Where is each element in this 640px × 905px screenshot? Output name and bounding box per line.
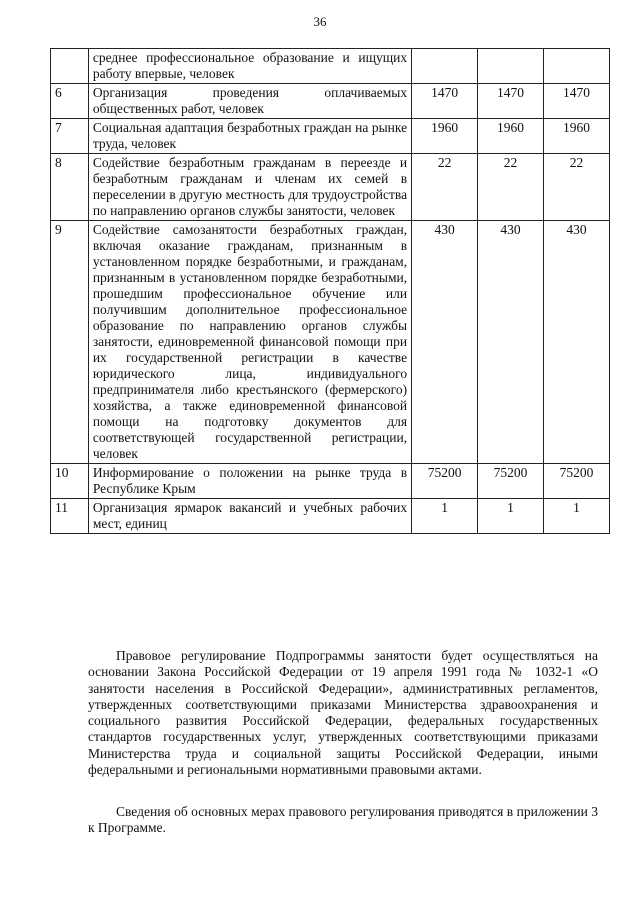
- table-row: [51, 221, 610, 464]
- row-value-1: 75200: [412, 464, 478, 499]
- row-value-1: 1960: [412, 119, 478, 154]
- measures-table: [50, 48, 610, 534]
- row-value-2: 1: [478, 499, 544, 534]
- row-number: 11: [51, 499, 89, 534]
- row-value-3: 22: [544, 154, 610, 221]
- row-value-2: 1470: [478, 84, 544, 119]
- row-description: Содействие самозанятости безработных граждан, включая оказание гражданам, признанным в установленном порядке безработными, и гражданам, признанным в установленном порядке безработными, прошедшим профессиональное обучение или получившим дополнительное профессиональное образование по направлению органов службы занятости, единовременной финансовой помощи при их государственной регистрации в качестве юридического лица, индивидуального предпринимателя либо крестьянского (фермерского) хозяйства, а также единовременной финансовой помощи на подготовку документов для соответствующей государственной регистрации, человек: [88, 221, 411, 464]
- row-value-1: [412, 49, 478, 84]
- row-value-1: 22: [412, 154, 478, 221]
- row-description: Организация ярмарок вакансий и учебных рабочих мест, единиц: [88, 499, 411, 534]
- table-row: [51, 49, 610, 84]
- row-value-3: 1470: [544, 84, 610, 119]
- row-value-1: 1: [412, 499, 478, 534]
- row-number: 8: [51, 154, 89, 221]
- row-description: Содействие безработным гражданам в переезде и безработным гражданам и членам их семей в переселении в другую местность для трудоустройства по направлению органов службы занятости, человек: [88, 154, 411, 221]
- row-value-2: 1960: [478, 119, 544, 154]
- row-description: среднее профессиональное образование и ищущих работу впервые, человек: [88, 49, 411, 84]
- page-number: 36: [313, 14, 327, 29]
- row-value-2: 430: [478, 221, 544, 464]
- row-description: Социальная адаптация безработных граждан на рынке труда, человек: [88, 119, 411, 154]
- row-value-3: 1960: [544, 119, 610, 154]
- row-value-3: [544, 49, 610, 84]
- table-row: [51, 84, 610, 119]
- row-number: 6: [51, 84, 89, 119]
- row-value-3: 1: [544, 499, 610, 534]
- table-row: [51, 119, 610, 154]
- table-row: [51, 464, 610, 499]
- table-row: [51, 499, 610, 534]
- row-number: 7: [51, 119, 89, 154]
- row-value-3: 75200: [544, 464, 610, 499]
- row-description: Информирование о положении на рынке труда в Республике Крым: [88, 464, 411, 499]
- row-number: [51, 49, 89, 84]
- row-value-1: 1470: [412, 84, 478, 119]
- row-value-2: 75200: [478, 464, 544, 499]
- row-description: Организация проведения оплачиваемых общественных работ, человек: [88, 84, 411, 119]
- table-row: [51, 154, 610, 221]
- row-value-2: [478, 49, 544, 84]
- legal-regulation-paragraph: Правовое регулирование Подпрограммы занятости будет осуществляться на основании Закона Российской Федерации от 19 апреля 1991 года № 1032-1 «О занятости населения в Российской Федерации», административных регламентов, утвержденных соответствующими приказами Министерства здравоохранения и социального развития Российской Федерации, федеральных государственных стандартов государственных услуг, утвержденных соответствующими приказами Министерства труда и социальной защиты Российской Федерации, иными федеральными и региональными нормативными правовыми актами.: [88, 648, 598, 778]
- row-value-2: 22: [478, 154, 544, 221]
- row-value-1: 430: [412, 221, 478, 464]
- row-number: 9: [51, 221, 89, 464]
- row-value-3: 430: [544, 221, 610, 464]
- row-number: 10: [51, 464, 89, 499]
- appendix-reference-paragraph: Сведения об основных мерах правового регулирования приводятся в приложении 3 к Программе.: [88, 804, 598, 836]
